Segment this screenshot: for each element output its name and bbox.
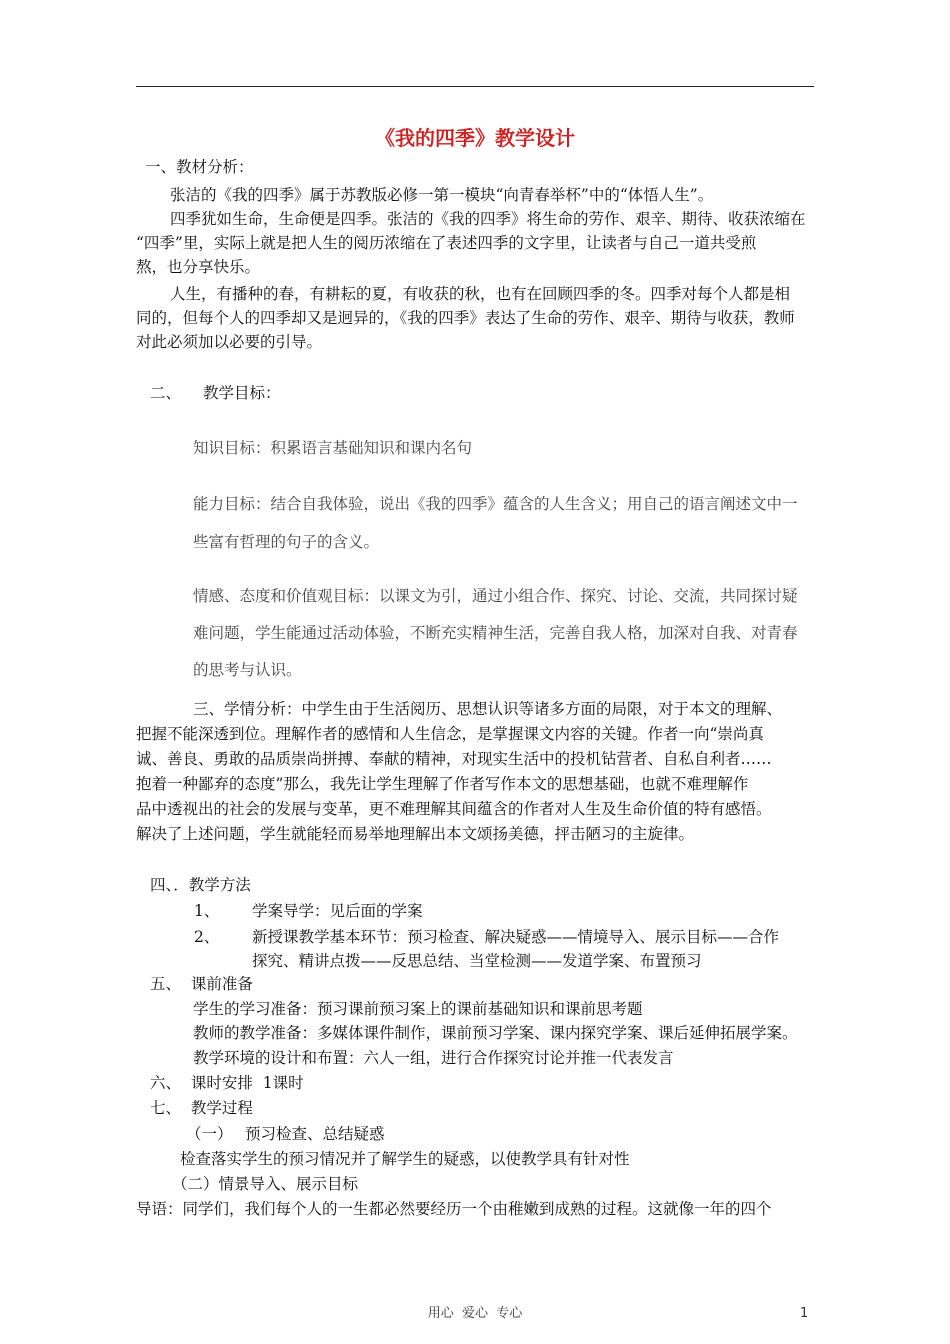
section-3-line: 把握不能深透到位。理解作者的感情和人生信念，是掌握课文内容的关键。作者一向“崇尚真 <box>136 725 764 743</box>
section-3-line: 解决了上述问题，学生就能轻而易举地理解出本文颂扬美德，抨击陋习的主旋律。 <box>136 825 695 843</box>
section-1-paragraph-2-line: “四季”里，实际上就是把人生的阅历浓缩在了表述四季的文字里，让读者与自己一道共受煎 <box>136 234 757 252</box>
prep-teacher: 教师的教学准备：多媒体课件制作，课前预习学案、课内探究学案、课后延伸拓展学案。 <box>193 1024 798 1042</box>
section-2-heading: 教学目标： <box>203 384 281 402</box>
method-2-line: 探究、精讲点拨——反思总结、当堂检测——发道学案、布置预习 <box>252 952 702 970</box>
section-1-paragraph-2-line: 熬，也分享快乐。 <box>136 258 261 276</box>
section-4-heading: 四、．教学方法 <box>150 876 251 894</box>
goal-ability-line: 能力目标：结合自我体验，说出《我的四季》蕴含的人生含义；用自己的语言阐述文中一 <box>193 495 798 513</box>
prep-student: 学生的学习准备：预习课前预习案上的课前基础知识和课前思考题 <box>193 1000 643 1018</box>
document-title: 《我的四季》教学设计 <box>375 126 575 150</box>
goal-emotion-line: 情感、态度和价值观目标：以课文为引，通过小组合作、探究、讨论、交流，共同探讨疑 <box>193 587 798 605</box>
section-3-line: 品中透视出的社会的发展与变革，更不难理解其间蕴含的作者对人生及生命价值的特有感悟。 <box>136 800 772 818</box>
section-2-number: 二、 <box>150 384 182 402</box>
section-6-heading: 六、 课时安排 1课时 <box>150 1074 304 1092</box>
section-5-heading: 五、 课前准备 <box>150 975 253 993</box>
process-1-number: （一） <box>186 1125 233 1143</box>
section-1-paragraph-3-line: 人生，有播种的春，有耕耘的夏，有收获的秋，也有在回顾四季的冬。四季对每个人都是相 <box>170 285 791 303</box>
page-number: 1 <box>800 1306 809 1321</box>
goal-ability-line: 些富有哲理的句子的含义。 <box>193 533 380 551</box>
goal-emotion-line: 的思考与认识。 <box>193 661 302 679</box>
section-1-paragraph-3-line: 对此必须加以必要的引导。 <box>136 333 323 351</box>
method-2-line: 新授课教学基本环节：预习检查、解决疑惑——情境导入、展示目标——合作 <box>252 928 780 946</box>
header-rule <box>136 86 814 87</box>
process-1-heading: 预习检查、总结疑惑 <box>245 1125 385 1143</box>
process-2-heading: （二）情景导入、展示目标 <box>172 1175 359 1193</box>
section-1-paragraph-3-line: 同的，但每个人的四季却又是迥异的，《我的四季》表达了生命的劳作、艰辛、期待与收获，教师 <box>136 309 795 327</box>
goal-knowledge: 知识目标：积累语言基础知识和课内名句 <box>193 439 473 457</box>
section-3-line: 诚、善良、勇敢的品质崇尚拼搏、奉献的精神，对现实生活中的投机钻营者、自私自利者…… <box>136 750 772 768</box>
goal-emotion-line: 难问题，学生能通过活动体验，不断充实精神生活，完善自我人格，加深对自我、对青春 <box>193 624 798 642</box>
method-2-number: 2、 <box>194 928 220 946</box>
process-1-text: 检查落实学生的预习情况并了解学生的疑惑，以使教学具有针对性 <box>180 1150 630 1168</box>
prep-environment: 教学环境的设计和布置：六人一组，进行合作探究讨论并推一代表发言 <box>193 1049 674 1067</box>
page-footer: 用心 爱心 专心 <box>427 1306 523 1321</box>
section-1-heading: 一、教材分析： <box>145 158 254 176</box>
section-7-heading: 七、 教学过程 <box>150 1099 253 1117</box>
section-1-paragraph-1: 张洁的《我的四季》属于苏教版必修一第一模块“向青春举杯”中的“体悟人生”。 <box>170 186 714 204</box>
section-3-line: 抱着一种鄙弃的态度”那么，我先让学生理解了作者写作本文的思想基础，也就不难理解作 <box>136 775 749 793</box>
intro-text: 导语：同学们，我们每个人的一生都必然要经历一个由稚嫩到成熟的过程。这就像一年的四个 <box>136 1200 772 1218</box>
section-3-line: 三、学情分析：中学生由于生活阅历、思想认识等诸多方面的局限，对于本文的理解、 <box>193 700 783 718</box>
method-1-number: 1、 <box>194 902 220 920</box>
section-1-paragraph-2-line: 四季犹如生命，生命便是四季。张洁的《我的四季》将生命的劳作、艰辛、期待、收获浓缩在 <box>170 210 806 228</box>
method-1-text: 学案导学：见后面的学案 <box>252 902 423 920</box>
